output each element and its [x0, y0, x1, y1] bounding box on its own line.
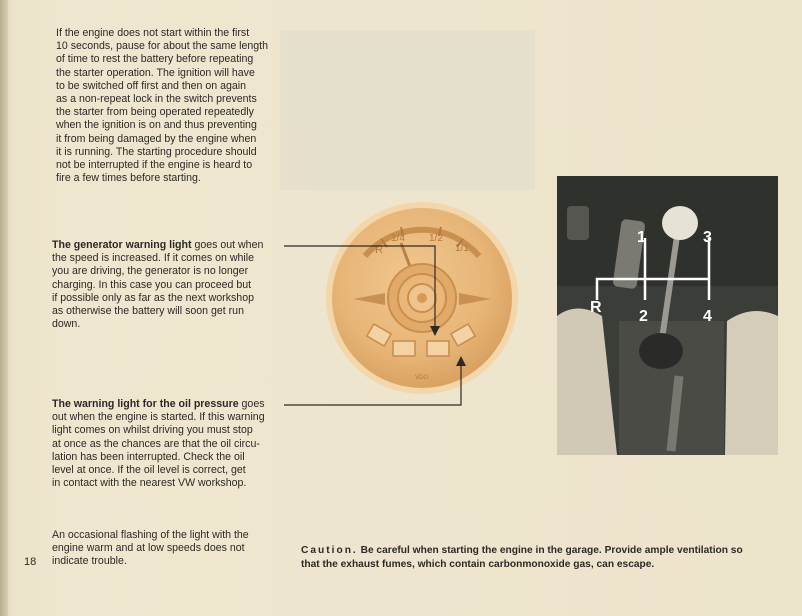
- caution-label: Caution.: [301, 545, 358, 556]
- book-spine: [0, 0, 8, 616]
- gauge-mark-full: 1/1: [455, 243, 469, 254]
- gear-label-first: 1: [637, 229, 646, 246]
- engine-start-paragraph: If the engine does not start within the first 10 seconds, pause for about the same length of time to rest the battery before repeating the starter operation. The ignition will have to be switched off first and then on again as a non-repeat lock in the switch prevents the starter from being operated repeatedly when the ignition is on and thus preventing it from being damaged by the engine when it is running. The starting procedure should not be interrupted if the engine is heard to fire a few times before starting.: [56, 27, 269, 185]
- brake-pedal: [567, 206, 589, 240]
- right-seat: [725, 311, 778, 455]
- oil-pressure-paragraph: [52, 398, 284, 490]
- gear-label-reverse: R: [590, 299, 602, 316]
- oil-pressure-heading: The warning light for the oil pressure: [52, 398, 239, 410]
- gear-lever-boot: [639, 333, 683, 369]
- gauge-mark-half: 1/2: [429, 233, 443, 244]
- bleed-through-shadow: [280, 30, 535, 190]
- warning-lamp-center-left: [393, 341, 415, 356]
- flashing-light-paragraph: An occasional flashing of the light with the engine warm and at low speeds does not indicate trouble.: [52, 529, 249, 568]
- warning-lamp-generator: [427, 341, 449, 356]
- gauge-hub-center: [417, 293, 427, 303]
- gear-label-second: 2: [639, 308, 648, 325]
- caution-note: [301, 544, 781, 572]
- gauge-maker-label: VDO: [415, 375, 429, 381]
- gauge-mark-quarter: 1/4: [391, 233, 405, 244]
- fuel-gauge-illustration: [325, 201, 519, 395]
- gear-label-fourth: 4: [703, 308, 712, 325]
- oil-pressure-text: goes out when the engine is started. If this warning light comes on whilst driving you must stop at once as the chances are that the oil circu- lation has been interrupted. Check the oil level at once. If the oil level is correct, get in contact with the nearest VW workshop.: [52, 398, 265, 490]
- generator-warning-paragraph: [52, 239, 284, 331]
- generator-warning-heading: The generator warning light: [52, 239, 192, 251]
- gearshift-photo: [557, 176, 778, 455]
- gear-label-third: 3: [703, 229, 712, 246]
- gear-lever-knob: [662, 206, 698, 240]
- caution-text: Be careful when starting the engine in the garage. Provide ample ventilation so that the exhaust fumes, which contain carbonmonoxide gas, can escape.: [301, 545, 743, 570]
- gauge-mark-reserve: R: [375, 244, 383, 256]
- generator-warning-text: goes out when the speed is increased. If it comes on while you are driving, the generator is no longer charging. In this case you can proceed but if possible only as far as the next workshop as otherwise the battery will soon get run down.: [52, 239, 264, 331]
- page-number: 18: [24, 556, 37, 568]
